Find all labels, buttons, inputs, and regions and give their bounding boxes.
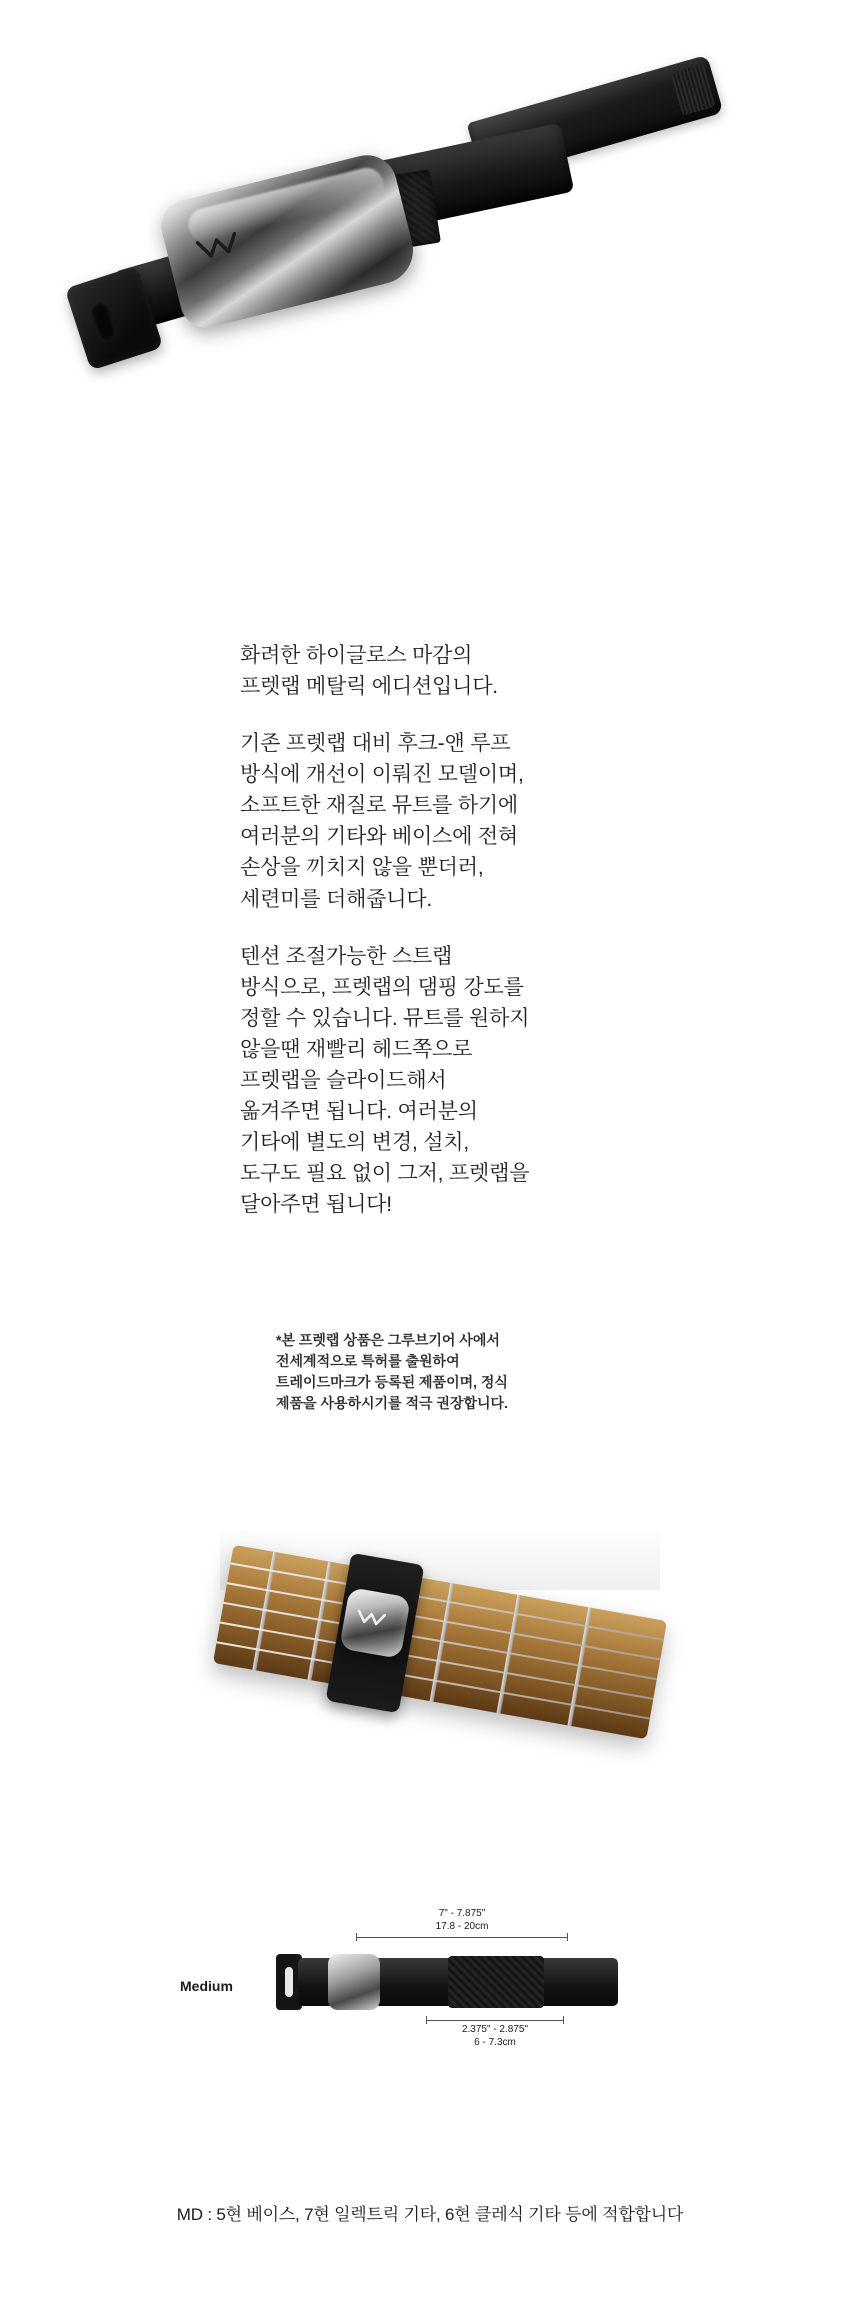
copy-line: 방식에 개선이 이뤄진 모델이며, bbox=[240, 763, 524, 787]
width-inch: 2.375" - 2.875" bbox=[461, 2024, 529, 2035]
description-copy bbox=[240, 640, 660, 1246]
note-line: 제품을 사용하시기를 적극 권장합니다. bbox=[276, 1395, 508, 1411]
length-inch: 7" - 7.875" bbox=[438, 1908, 486, 1919]
copy-line: 도구도 필요 없이 그저, 프렛랩을 bbox=[240, 1162, 530, 1186]
copy-line: 않을땐 재빨리 헤드쪽으로 bbox=[240, 1037, 473, 1061]
copy-line: 여러분의 기타와 베이스에 전혀 bbox=[240, 825, 519, 849]
note-line: 전세계적으로 특허를 출원하여 bbox=[276, 1353, 460, 1369]
diagram-chrome-plate bbox=[328, 1954, 380, 2010]
width-measurement bbox=[426, 2016, 564, 2049]
length-measure-bar bbox=[356, 1933, 568, 1941]
hero-stage bbox=[0, 0, 860, 620]
size-label: Medium bbox=[180, 1978, 233, 1994]
copy-line: 소프트한 재질로 뮤트를 하기에 bbox=[240, 794, 519, 818]
note-line: *본 프렛랩 상품은 그루브기어 사에서 bbox=[276, 1332, 500, 1348]
diagram-velcro-pad bbox=[448, 1956, 544, 2008]
copy-line: 손상을 끼치지 않을 뿐더러, bbox=[240, 856, 484, 880]
trademark-note bbox=[276, 1330, 636, 1414]
copy-line: 세련미를 더해줍니다. bbox=[240, 887, 433, 911]
copy-line: 방식으로, 프렛랩의 댐핑 강도를 bbox=[240, 975, 524, 999]
copy-line: 기타에 별도의 변경, 설치, bbox=[240, 1131, 470, 1155]
copy-paragraph-3 bbox=[240, 941, 660, 1221]
dimension-diagram bbox=[180, 1900, 700, 2080]
footer-compatibility-text: MD : 5현 베이스, 7현 일렉트릭 기타, 6현 클레식 기타 등에 적합합니다 bbox=[176, 2205, 684, 2224]
copy-line: 달아주면 됩니다! bbox=[240, 1193, 392, 1217]
guitar-neck-photo bbox=[220, 1530, 660, 1760]
width-cm: 6 - 7.3cm bbox=[474, 2036, 516, 2048]
copy-line: 기존 프렛랩 대비 후크-앤 루프 bbox=[240, 732, 511, 756]
copy-line: 프렛랩 메탈릭 에디션입니다. bbox=[240, 675, 498, 699]
hero-product-image bbox=[0, 0, 860, 620]
copy-paragraph-1 bbox=[240, 640, 660, 702]
copy-line: 텐션 조절가능한 스트랩 bbox=[240, 944, 453, 968]
width-measure-bar bbox=[426, 2016, 564, 2024]
note-line: 트레이드마크가 등록된 제품이며, 정식 bbox=[276, 1374, 508, 1390]
length-cm: 17.8 - 20cm bbox=[435, 1920, 489, 1932]
copy-line: 정할 수 있습니다. 뮤트를 원하지 bbox=[240, 1006, 530, 1030]
length-measurement bbox=[356, 1908, 568, 1941]
copy-line: 화려한 하이글로스 마감의 bbox=[240, 644, 473, 667]
copy-line: 프렛랩을 슬라이드해서 bbox=[240, 1068, 447, 1092]
copy-paragraph-2 bbox=[240, 728, 660, 914]
copy-line: 옮겨주면 됩니다. 여러분의 bbox=[240, 1100, 478, 1124]
